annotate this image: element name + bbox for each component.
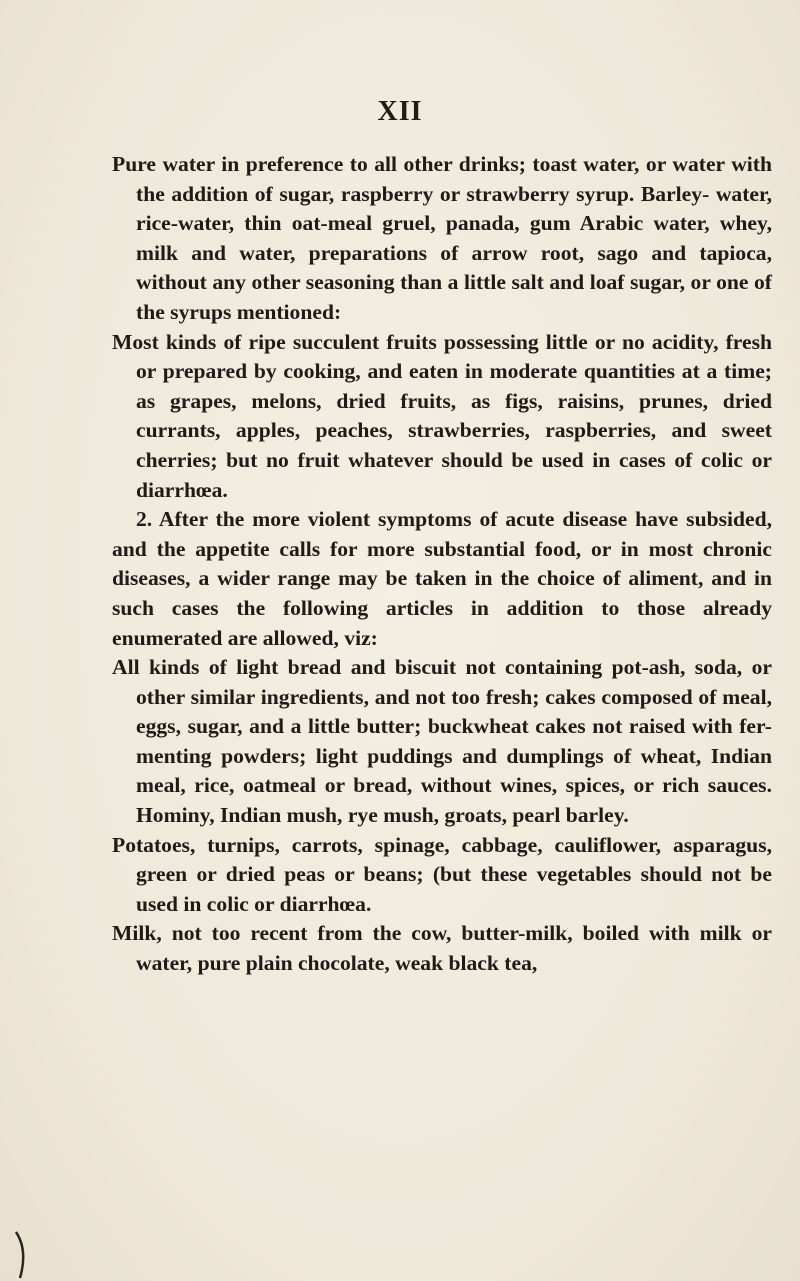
- scan-edge-mark: [14, 1230, 34, 1280]
- paragraph-chronic-diseases: 2. After the more violent symptoms of acute disease have subsided, and the appetite calls for more substantial food, or in most chronic diseases, a wider range may be taken in the choice of aliment, and in such cases the following articles in addition to those already enumerated are allowed, viz:: [112, 507, 772, 650]
- paragraph-milk: Milk, not too recent from the cow, butter-milk, boiled with milk or water, pure plain chocolate, weak black tea,: [112, 921, 772, 976]
- paragraph-drinks: Pure water in preference to all other drinks; toast water, or water with the addition of sugar, raspberry or strawberry syrup. Barley- water, rice-water, thin oat-meal gruel, panada, gum Arabic water, whey, milk and water, preparations of arrow root, sago and tapioca, without any other seasoning than a little salt and loaf sugar, or one of the syrups mentioned:: [112, 152, 772, 324]
- paragraph-fruits: Most kinds of ripe succulent fruits possessing little or no acidity, fresh or prepared by cooking, and eaten in moderate quantities at a time; as grapes, melons, dried fruits, as figs, raisins, prunes, dried currants, apples, peaches, strawberries, raspberries, and sweet cherries; but no fruit whatever should be used in cases of colic or diarrhœa.: [112, 329, 772, 502]
- page-body: [112, 150, 772, 979]
- paragraph-breads: All kinds of light bread and biscuit not containing pot-ash, soda, or other similar ingredients, and not too fresh; cakes composed of meal, eggs, sugar, and a little butter; buckwheat cakes not raised with fer-menting powders; light puddings and dumplings of wheat, Indian meal, rice, oatmeal or bread, without wines, spices, or rich sauces. Hominy, Indian mush, rye mush, groats, pearl barley.: [112, 655, 772, 828]
- page-number: XII: [377, 96, 423, 127]
- paragraph-vegetables: Potatoes, turnips, carrots, spinage, cabbage, cauliflower, asparagus, green or dried peas or beans; (but these vegetables should not be used in colic or diarrhœa.: [112, 832, 772, 916]
